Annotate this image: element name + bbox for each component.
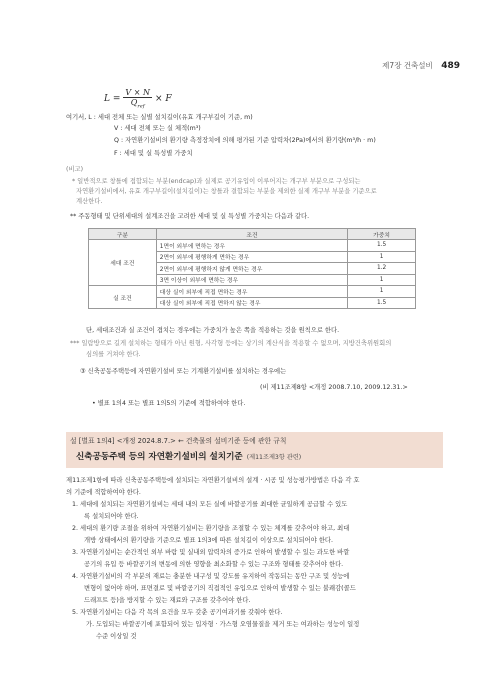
page-header <box>382 60 460 71</box>
body-line: 개방 상태에서의 환기량을 기준으로 별표 1의3에 따른 설치길이 이상으로 설치되어야 한다. <box>84 537 334 544</box>
body-line: 의 기준에 적합하여야 한다. <box>66 489 141 496</box>
table-note: 심의를 거쳐야 한다. <box>86 351 141 358</box>
formula-lhs: L = <box>104 93 121 104</box>
table-note: 단, 세대조건과 실 조건이 겹치는 경우에는 가중치가 높은 쪽을 적용하는 것을 원칙으로 한다. <box>86 327 340 334</box>
table-intro: ** 주동형태 및 단위세대의 설계조건을 고려한 세대 및 실 특성별 가중치는 다음과 같다. <box>70 213 310 220</box>
body-line: 4. 자연환기설비의 각 부분의 재료는 충분한 내구성 및 강도를 유지하여 작동되는 동안 구조 및 성능에 <box>72 573 350 580</box>
item-3-reference: (비 제11조제8항 <개정 2008.7.10, 2009.12.31.> <box>260 384 408 391</box>
body-line: 가. 도입되는 바깥공기에 포함되어 있는 입자형 · 가스형 오염물질을 제거 또는 여과하는 성능이 일정 <box>86 621 360 628</box>
weight-table <box>88 228 416 309</box>
bigo-line: 자연환기설비에서, 유효 개구부길이(설치길이)는 창틀과 결합되는 부분을 제외한 실제 개구부 부분을 기준으로 <box>76 188 377 195</box>
def-line: V : 세대 전체 또는 실 체적(m³) <box>114 125 201 132</box>
body-line: 록 설치되어야 한다. <box>84 513 139 520</box>
table-row <box>89 240 416 252</box>
group-label: 실 조건 <box>89 286 157 309</box>
formula-fraction <box>123 88 152 110</box>
formula-tail: × F <box>154 93 172 104</box>
body-line: 변형이 없어야 하며, 표면결로 및 바깥공기의 직접적인 유입으로 인하여 발생할 수 있는 불쾌감(콜드 <box>84 585 356 592</box>
weight-cell: 1.2 <box>348 263 416 275</box>
item-3: ③ 신축공동주택등에 자연환기설비 또는 기계환기설비를 설치하는 경우에는 <box>80 368 287 375</box>
page-number: 489 <box>441 61 460 71</box>
chapter-title: 제7장 건축설비 <box>382 61 433 70</box>
body-line: 1. 세대에 설치되는 자연환기설비는 세대 내의 모든 실에 바깥공기를 최대한 균일하게 공급할 수 있도 <box>72 501 348 508</box>
table-row <box>89 286 416 298</box>
def-line: F : 세대 및 실 특성별 가중치 <box>114 150 193 157</box>
condition-cell: 2면이 외부에 평행하게 면하는 경우 <box>156 251 347 263</box>
body-line: 수준 이상일 것 <box>96 633 137 640</box>
bigo-label: (비고) <box>66 166 84 173</box>
def-line: Q : 자연환기설비의 환기량 측정장치에 의해 평가된 기준 압력차(2Pa)에서의 환기량(m³/h · m) <box>114 137 376 144</box>
item-3-bullet: • 별표 1의4 또는 별표 1의5의 기준에 적합하여야 한다. <box>92 400 246 407</box>
weight-cell: 1 <box>348 274 416 286</box>
body-line: 공기의 유입 등 바깥공기의 변동에 의한 영향을 최소화할 수 있는 구조와 형태를 갖추어야 한다. <box>84 561 344 568</box>
formula-denominator: $Q_{ref}$ <box>130 98 145 110</box>
def-line: 여기서, L : 세대 전체 또는 실별 설치길이(유효 개구부길이 기준, m) <box>66 114 253 121</box>
body-line: 3. 자연환기설비는 순간적인 외부 바람 및 실내외 압력차의 증가로 인하여 발생할 수 있는 과도한 바깥 <box>72 549 350 556</box>
body-line: 2. 세대의 환기량 조절을 위하여 자연환기설비는 환기량을 조절할 수 있는 체계를 갖추어야 하고, 최대 <box>72 525 350 532</box>
weight-cell: 1.5 <box>348 297 416 309</box>
table-header-row <box>89 229 416 240</box>
length-formula <box>104 88 172 110</box>
condition-cell: 대상 실이 외부에 직접 면하지 않는 경우 <box>156 297 347 309</box>
column-header: 가중치 <box>348 229 416 240</box>
appendix-title: 신축공동주택 등의 자연환기설비의 설치기준 (제11조제3항 관련) <box>76 452 302 462</box>
bigo-line: 계산한다. <box>76 198 103 205</box>
condition-cell: 대상 실이 외부에 직접 면하는 경우 <box>156 286 347 298</box>
table-note: *** 일람방으로 길게 설치하는 형태가 아닌 원형, 사각형 등에는 상기의 계산식을 적용할 수 없으며, 지방건축위원회의 <box>70 340 392 347</box>
bigo-line: * 일반적으로 창틀에 접합되는 부분(endcap)과 실제로 공기유입이 이루어지는 개구부 부분으로 구성되는 <box>72 178 361 185</box>
column-header: 조건 <box>156 229 347 240</box>
group-label: 세대 조건 <box>89 240 157 286</box>
weight-cell: 1 <box>348 251 416 263</box>
body-line: 제11조제1항에 따라 신축공동주택등에 설치되는 자연환기설비의 설계 · 시공 및 성능평가방법은 다음 각 호 <box>66 477 360 484</box>
weight-cell: 1 <box>348 286 416 298</box>
appendix-heading: 설 [별표 1의4] <개정 2024.8.7.> ← 건축물의 설비기준 등에 관한 규칙 <box>70 437 287 445</box>
formula-numerator: V × N <box>125 88 150 97</box>
column-header: 구분 <box>89 229 157 240</box>
body-line: 드래프트 등)을 방지할 수 있는 재료와 구조를 갖추어야 한다. <box>84 597 251 604</box>
weight-cell: 1.5 <box>348 240 416 252</box>
condition-cell: 2면이 외부에 평행하지 않게 면하는 경우 <box>156 263 347 275</box>
body-line: 5. 자연환기설비는 다음 각 목의 요건을 모두 갖춘 공기여과기를 갖춰야 한다. <box>72 609 283 616</box>
condition-cell: 3면 이상이 외부에 면하는 경우 <box>156 274 347 286</box>
condition-cell: 1면이 외부에 면하는 경우 <box>156 240 347 252</box>
